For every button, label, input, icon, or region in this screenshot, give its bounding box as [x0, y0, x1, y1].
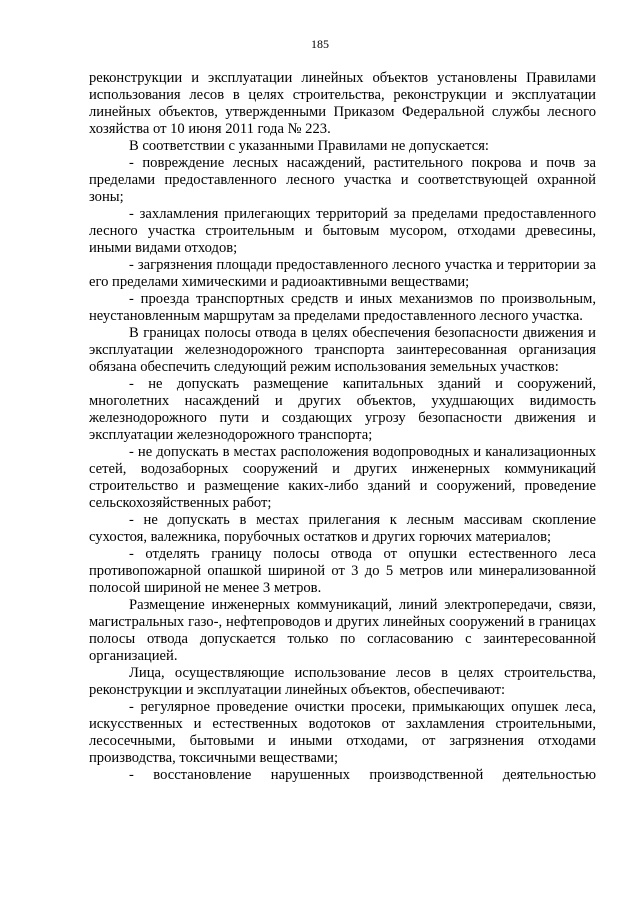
list-item-no-buildings: - не допускать размещение капитальных зданий и сооружений, многолетних насаждений и других объектов, ухудшающих видимость железнодорожного пути и создающих угрозу безопасности движения и эксплуатации железнодорожного транспорта;	[89, 376, 596, 443]
page-number: 185	[311, 37, 329, 51]
list-item-pollution: - загрязнения площади предоставленного лесного участка и территории за его пределами химическими и радиоактивными веществами;	[89, 257, 596, 290]
list-item-firebreak: - отделять границу полосы отвода от опушки естественного леса противопожарной опашкой шириной от 3 до 5 метров или минерализованной полосой шириной не менее 3 метров.	[89, 546, 596, 596]
page-body	[89, 70, 596, 784]
paragraph-continuation: реконструкции и эксплуатации линейных объектов установлены Правилами использования лесов в целях строительства, реконструкции и эксплуатации линейных объектов, утвержденными Приказом Федеральной службы лесного хозяйства от 10 июня 2011 года № 223.	[89, 70, 596, 137]
list-item-no-construction: - не допускать в местах расположения водопроводных и канализационных сетей, водозаборных сооружений и других инженерных коммуникаций строительство и размещение каких-либо зданий и сооружений, проведение сельскохозяйственных работ;	[89, 444, 596, 511]
paragraph-utilities: Размещение инженерных коммуникаций, линий электропередачи, связи, магистральных газо-, нефтепроводов и других линейных сооружений в границах полосы отвода допускается только по согласованию с заинтересованной организацией.	[89, 597, 596, 664]
paragraph-obligations-intro: Лица, осуществляющие использование лесов в целях строительства, реконструкции и эксплуатации линейных объектов, обеспечивают:	[89, 665, 596, 698]
list-item-vehicle-passage: - проезда транспортных средств и иных механизмов по произвольным, неустановленным маршрутам за пределами предоставленного лесного участка.	[89, 291, 596, 324]
list-item-clearing: - регулярное проведение очистки просеки, примыкающих опушек леса, искусственных и естественных водотоков от захламления строительными, лесосечными, бытовыми и иными отходами, от загрязнения отходами производства, токсичными веществами;	[89, 699, 596, 766]
list-item-restoration: - восстановление нарушенных производственной деятельностью	[129, 767, 596, 783]
list-item-damage: - повреждение лесных насаждений, растительного покрова и почв за пределами предоставленного лесного участка и соответствующей охранной зоны;	[89, 155, 596, 205]
list-item-littering: - захламления прилегающих территорий за пределами предоставленного лесного участка строительным и бытовым мусором, отходами древесины, иными видами отходов;	[89, 206, 596, 256]
list-item-no-deadwood: - не допускать в местах прилегания к лесным массивам скопление сухостоя, валежника, порубочных остатков и других горючих материалов;	[89, 512, 596, 545]
paragraph-rules-intro: В соответствии с указанными Правилами не допускается:	[129, 138, 489, 154]
paragraph-right-of-way: В границах полосы отвода в целях обеспечения безопасности движения и эксплуатации железнодорожного транспорта заинтересованная организация обязана обеспечить следующий режим использования земельных участков:	[89, 325, 596, 375]
